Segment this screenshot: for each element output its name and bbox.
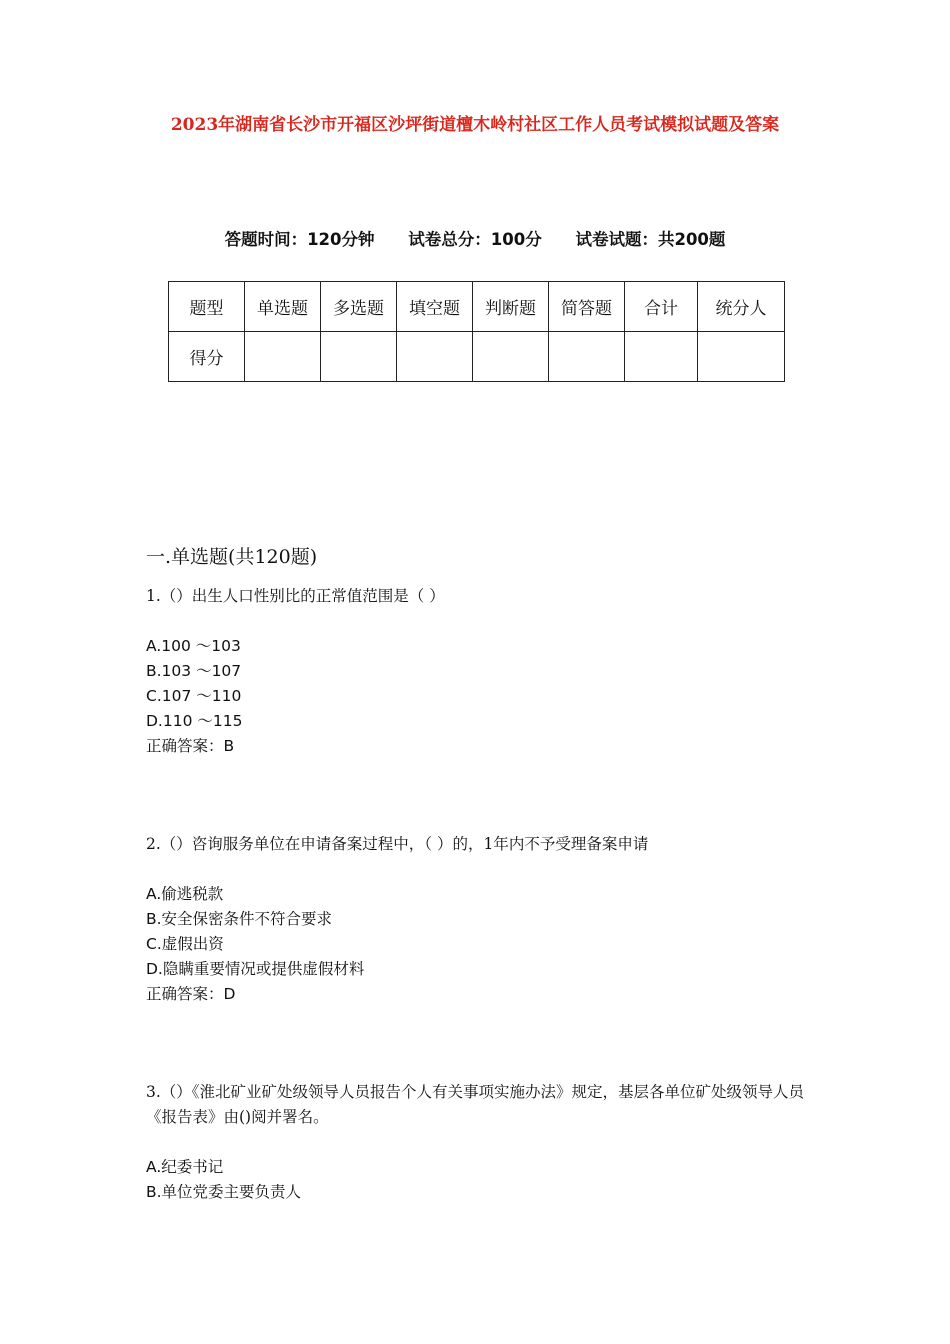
option-d: D.110 ～115: [146, 712, 243, 730]
option-b: B.单位党委主要负责人: [146, 1183, 302, 1201]
exam-info: [0, 226, 950, 250]
question-stem: 1.（）出生人口性别比的正常值范围是（ ）: [146, 587, 445, 605]
exam-question-count: 试卷试题：共200题: [575, 230, 726, 249]
score-header-cell: 填空题: [397, 282, 473, 332]
option-b: B.103 ～107: [146, 662, 242, 680]
score-table-score-row: [169, 332, 785, 382]
score-table: [168, 281, 785, 382]
option-d: D.隐瞒重要情况或提供虚假材料: [146, 960, 365, 978]
score-header-cell: 判断题: [473, 282, 549, 332]
option-b: B.安全保密条件不符合要求: [146, 910, 333, 928]
score-cell: [698, 332, 785, 382]
document-title: 2023年湖南省长沙市开福区沙坪街道檀木岭村社区工作人员考试模拟试题及答案: [170, 115, 780, 135]
option-c: C.107 ～110: [146, 687, 242, 705]
score-header-cell: 合计: [625, 282, 698, 332]
score-header-cell: 统分人: [698, 282, 785, 332]
question-stem: 2.（）咨询服务单位在申请备案过程中，（ ）的，1年内不予受理备案申请: [146, 835, 649, 853]
question-2: [146, 832, 816, 1007]
score-cell: [397, 332, 473, 382]
question-1: [146, 584, 816, 759]
question-stem: 3.（）《淮北矿业矿处级领导人员报告个人有关事项实施办法》规定，基层各单位矿处级领导人员《报告表》由()阅并署名。: [146, 1083, 805, 1126]
correct-answer: 正确答案：B: [146, 737, 235, 755]
option-a: A.100 ～103: [146, 637, 241, 655]
score-header-cell: 简答题: [549, 282, 625, 332]
score-header-cell: 多选题: [321, 282, 397, 332]
exam-time: 答题时间：120分钟: [224, 230, 375, 249]
option-a: A.纪委书记: [146, 1158, 224, 1176]
score-cell: [321, 332, 397, 382]
correct-answer: 正确答案：D: [146, 985, 236, 1003]
score-row-label: 得分: [169, 332, 245, 382]
question-3: [146, 1080, 816, 1205]
option-c: C.虚假出资: [146, 935, 224, 953]
score-header-cell: 单选题: [245, 282, 321, 332]
score-cell: [549, 332, 625, 382]
score-cell: [625, 332, 698, 382]
score-table-header-row: [169, 282, 785, 332]
score-cell: [245, 332, 321, 382]
score-header-cell: 题型: [169, 282, 245, 332]
exam-total-score: 试卷总分：100分: [408, 230, 542, 249]
section-title: 一.单选题(共120题): [146, 546, 318, 568]
score-cell: [473, 332, 549, 382]
option-a: A.偷逃税款: [146, 885, 224, 903]
